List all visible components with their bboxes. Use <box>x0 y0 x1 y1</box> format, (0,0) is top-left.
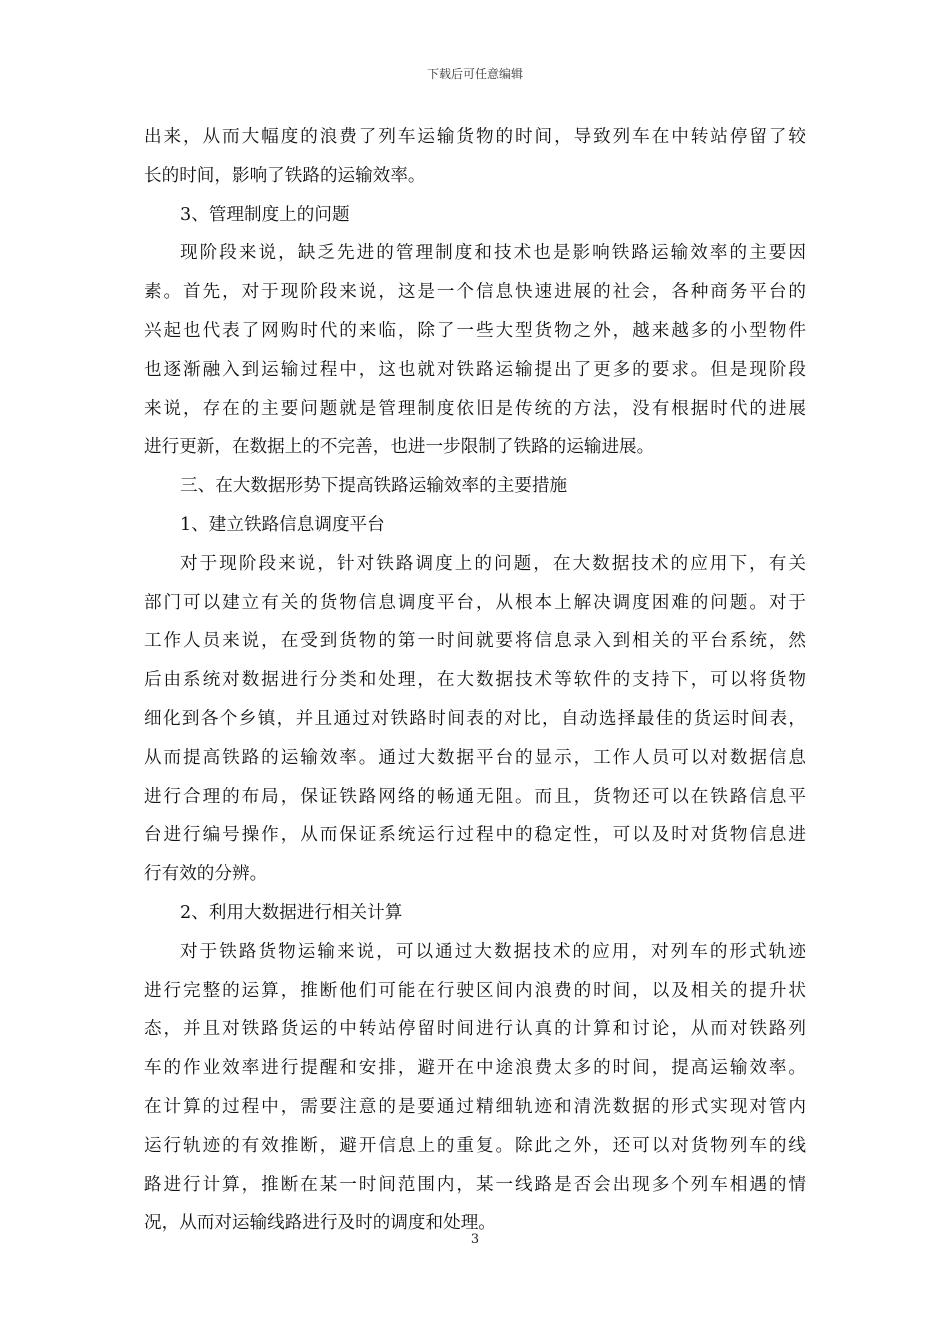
text-line: 来说，存在的主要问题就是管理制度依旧是传统的方法，没有根据时代的进展 <box>144 398 806 419</box>
text-line: 工作人员来说，在受到货物的第一时间就要将信息录入到相关的平台系统，然 <box>144 631 806 652</box>
text-line: 对于现阶段来说，针对铁路调度上的问题，在大数据技术的应用下，有关 <box>180 553 806 574</box>
text-line: 在计算的过程中，需要注意的是要通过精细轨迹和清洗数据的形式实现对管内 <box>144 1096 806 1117</box>
page-header: 下载后可任意编辑 <box>426 67 523 81</box>
text-line: 运行轨迹的有效推断，避开信息上的重复。除此之外，还可以对货物列车的线 <box>144 1135 806 1156</box>
text-line: 长的时间，影响了铁路的运输效率。 <box>144 165 426 186</box>
text-line: 三、在大数据形势下提高铁路运输效率的主要措施 <box>180 476 568 497</box>
text-line: 行有效的分辨。 <box>144 864 268 885</box>
text-line: 部门可以建立有关的货物信息调度平台，从根本上解决调度困难的问题。对于 <box>144 592 806 613</box>
text-line: 进行合理的布局，保证铁路网络的畅通无阻。而且，货物还可以在铁路信息平 <box>144 786 806 807</box>
text-line: 进行完整的运算，推断他们可能在行驶区间内浪费的时间，以及相关的提升状 <box>144 980 806 1001</box>
text-line: 对于铁路货物运输来说，可以通过大数据技术的应用，对列车的形式轨迹 <box>180 941 806 962</box>
text-line: 况，从而对运输线路进行及时的调度和处理。 <box>144 1213 496 1234</box>
text-line: 路进行计算，推断在某一时间范围内，某一线路是否会出现多个列车相遇的情 <box>144 1174 806 1195</box>
text-line: 进行更新，在数据上的不完善，也进一步限制了铁路的运输进展。 <box>144 437 655 458</box>
text-line: 也逐渐融入到运输过程中，这也就对铁路运输提出了更多的要求。但是现阶段 <box>144 359 806 380</box>
document-body <box>144 118 806 1243</box>
text-line: 从而提高铁路的运输效率。通过大数据平台的显示，工作人员可以对数据信息 <box>144 747 806 768</box>
text-line: 后由系统对数据进行分类和处理，在大数据技术等软件的支持下，可以将货物 <box>144 670 806 691</box>
text-line: 台进行编号操作，从而保证系统运行过程中的稳定性，可以及时对货物信息进 <box>144 825 806 846</box>
text-line: 素。首先，对于现阶段来说，这是一个信息快速进展的社会，各种商务平台的 <box>144 282 806 303</box>
text-line: 2、利用大数据进行相关计算 <box>180 902 403 923</box>
text-line: 兴起也代表了网购时代的来临，除了一些大型货物之外，越来越多的小型物件 <box>144 320 806 341</box>
text-line: 3、管理制度上的问题 <box>180 204 350 225</box>
text-line: 1、建立铁路信息调度平台 <box>180 514 385 535</box>
text-line: 出来，从而大幅度的浪费了列车运输货物的时间，导致列车在中转站停留了较 <box>144 127 806 147</box>
page-number: 3 <box>470 1232 480 1247</box>
text-line: 细化到各个乡镇，并且通过对铁路时间表的对比，自动选择最佳的货运时间表， <box>144 708 806 729</box>
text-line: 态，并且对铁路货运的中转站停留时间进行认真的计算和讨论，从而对铁路列 <box>144 1019 806 1040</box>
text-line: 车的作业效率进行提醒和安排，避开在中途浪费太多的时间，提高运输效率。 <box>144 1058 806 1079</box>
text-line: 现阶段来说，缺乏先进的管理制度和技术也是影响铁路运输效率的主要因 <box>180 243 806 264</box>
